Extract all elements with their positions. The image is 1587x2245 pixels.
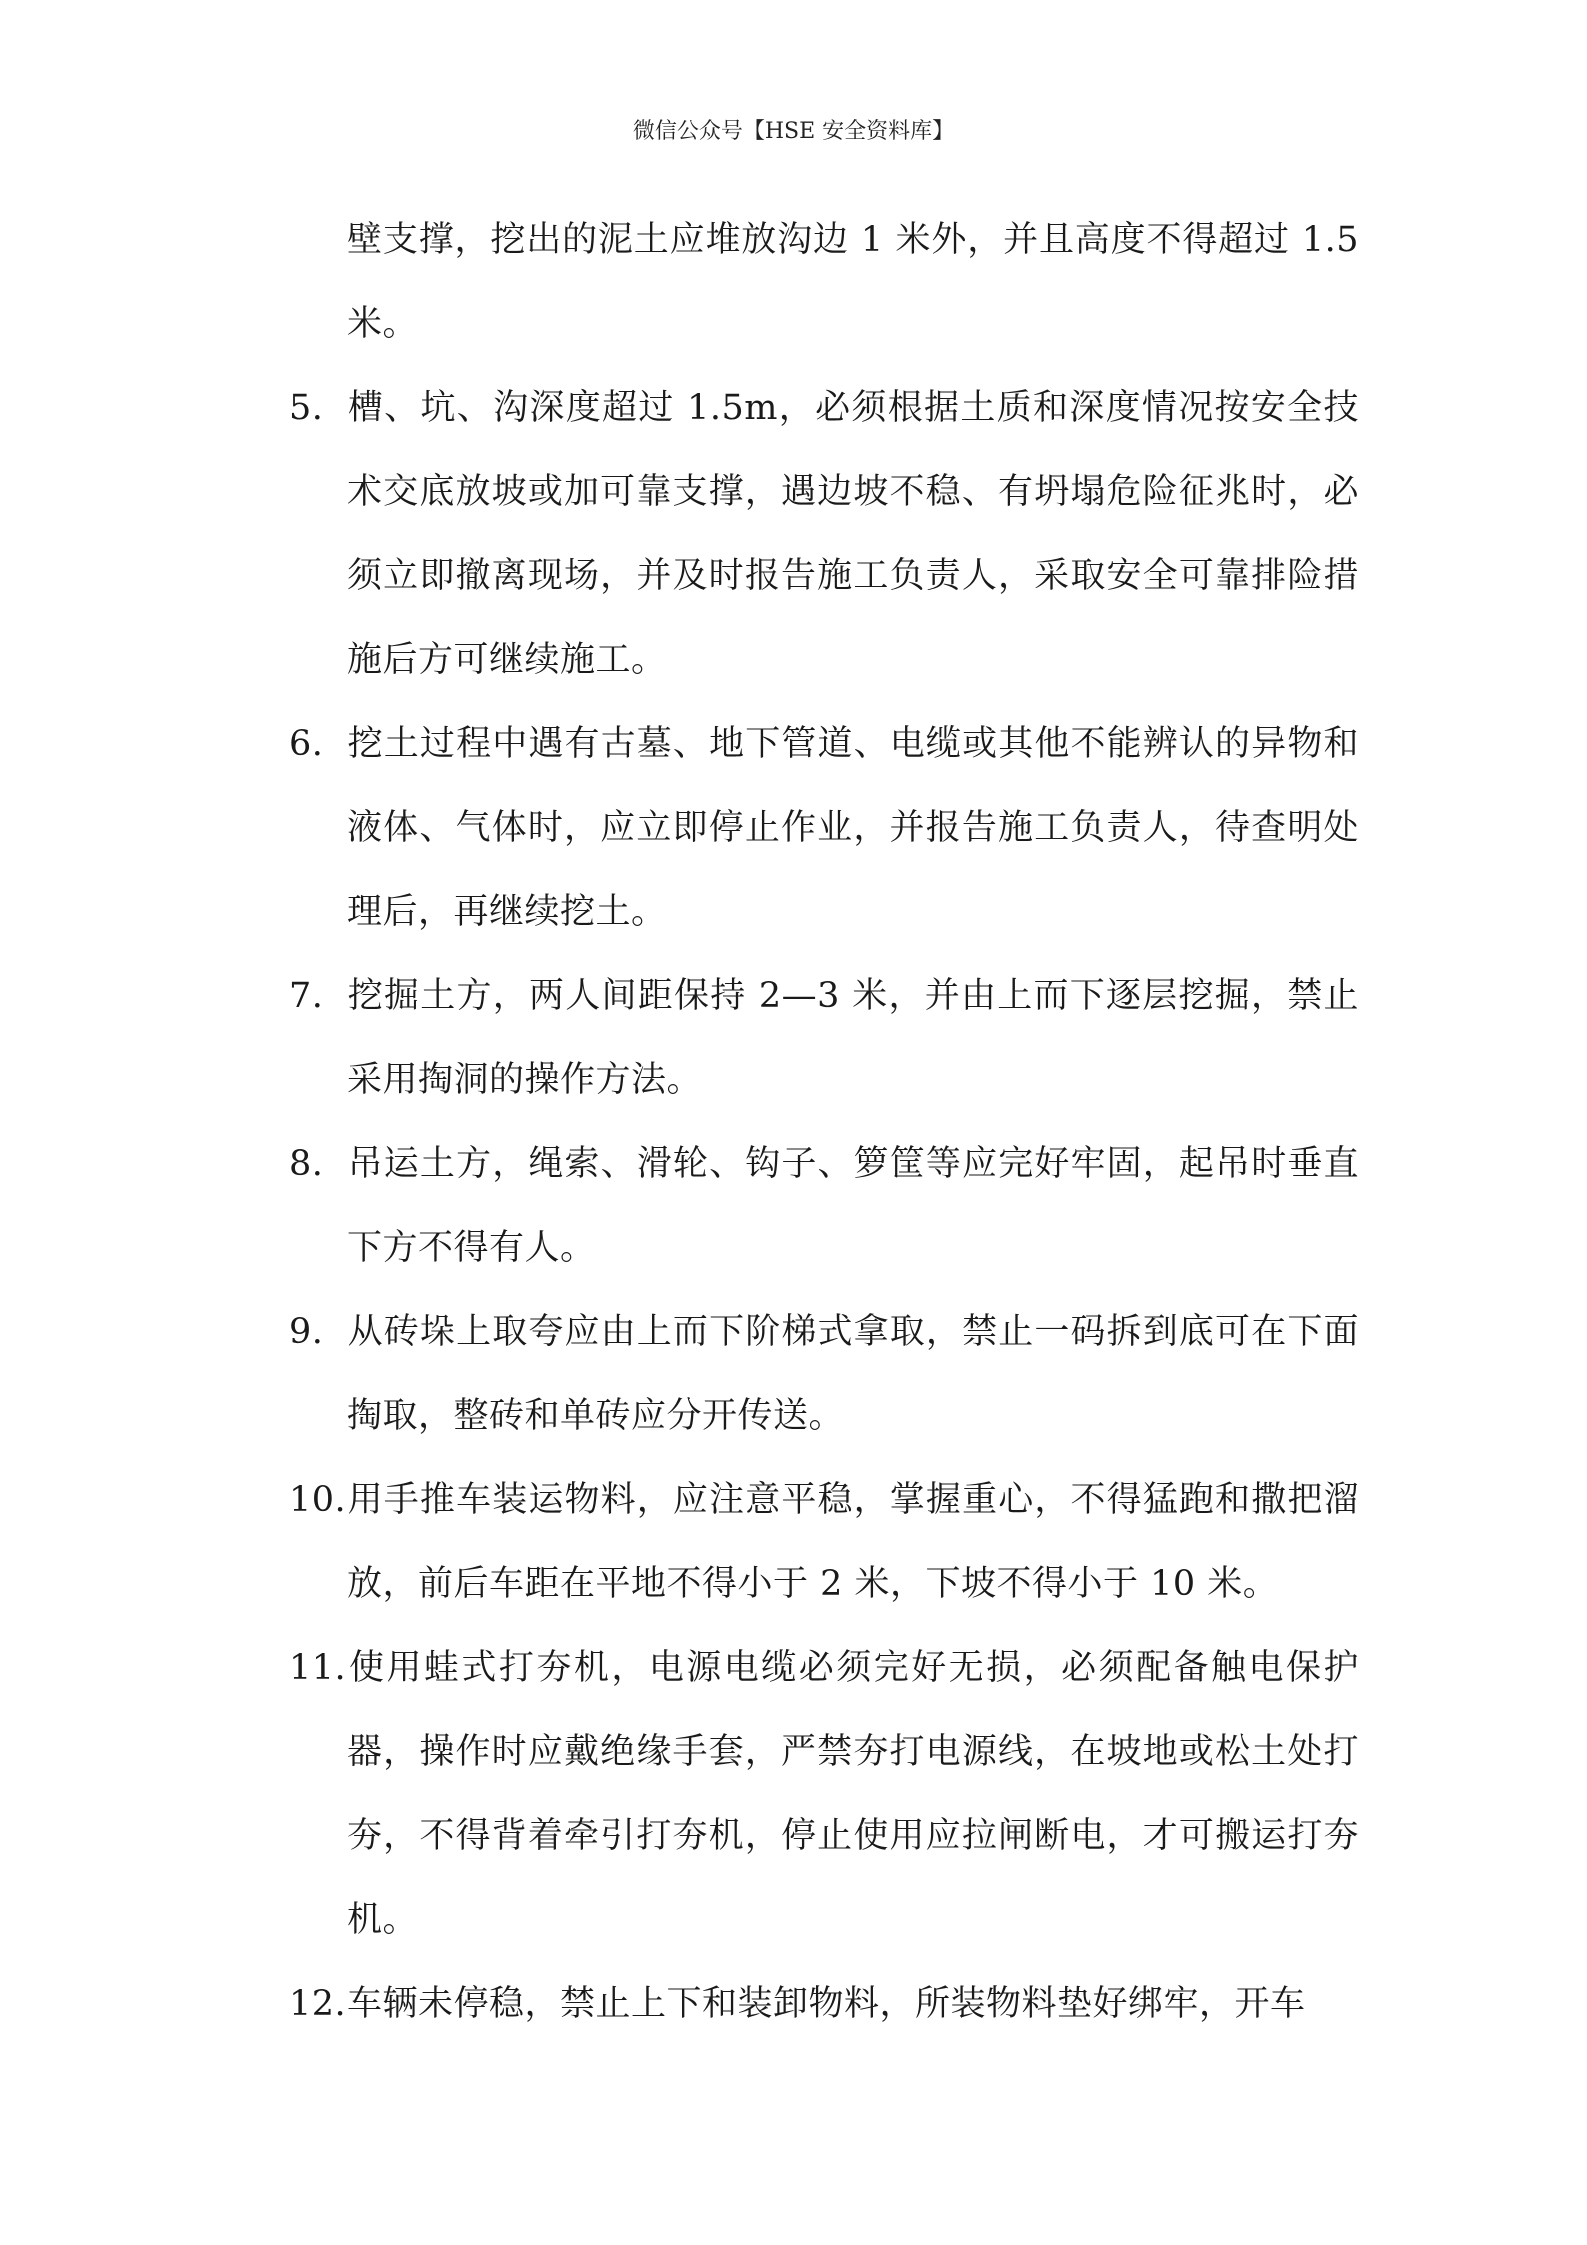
list-item-number: 5. (289, 388, 324, 428)
list-item-number: 11. (289, 1648, 347, 1688)
list-item-number: 8. (289, 1144, 324, 1184)
list-item-10 (289, 1458, 1359, 1626)
document-body (289, 198, 1359, 2046)
list-item-text: 槽、坑、沟深度超过 1.5m，必须根据土质和深度情况按安全技术交底放坡或加可靠支撑，遇边坡不稳、有坍塌危险征兆时，必须立即撤离现场，并及时报告施工负责人，采取安全可靠排险措施后方可继续施工。 (347, 388, 1359, 680)
list-item-text: 车辆未停稳，禁止上下和装卸物料，所装物料垫好绑牢，开车 (347, 1984, 1306, 2024)
list-item-text: 从砖垛上取夸应由上而下阶梯式拿取，禁止一码拆到底可在下面掏取，整砖和单砖应分开传送。 (347, 1312, 1359, 1436)
list-item-5 (289, 366, 1359, 702)
list-item-6 (289, 702, 1359, 954)
list-item-11 (289, 1626, 1359, 1962)
list-item-number: 10. (289, 1480, 347, 1520)
list-item-text: 吊运土方，绳索、滑轮、钩子、箩筐等应完好牢固，起吊时垂直下方不得有人。 (347, 1144, 1359, 1268)
list-item-12 (289, 1962, 1359, 2046)
list-item-number: 7. (289, 976, 324, 1016)
list-item-text: 使用蛙式打夯机，电源电缆必须完好无损，必须配备触电保护器，操作时应戴绝缘手套，严禁夯打电源线，在坡地或松土处打夯，不得背着牵引打夯机，停止使用应拉闸断电，才可搬运打夯机。 (347, 1648, 1359, 1940)
list-item-text: 挖土过程中遇有古墓、地下管道、电缆或其他不能辨认的异物和液体、气体时，应立即停止作业，并报告施工负责人，待查明处理后，再继续挖土。 (347, 724, 1359, 932)
list-item-number: 6. (289, 724, 324, 764)
list-item-9 (289, 1290, 1359, 1458)
list-item-text: 挖掘土方，两人间距保持 2—3 米，并由上而下逐层挖掘，禁止采用掏洞的操作方法。 (347, 976, 1359, 1100)
list-item-7 (289, 954, 1359, 1122)
list-item-8 (289, 1122, 1359, 1290)
list-item-text: 用手推车装运物料，应注意平稳，掌握重心，不得猛跑和撒把溜放，前后车距在平地不得小于 2 米，下坡不得小于 10 米。 (347, 1480, 1359, 1604)
list-item-number: 12. (289, 1984, 347, 2024)
page-header: 微信公众号【HSE 安全资料库】 (632, 119, 955, 144)
list-item-number: 9. (289, 1312, 324, 1352)
continuation-paragraph: 壁支撑，挖出的泥土应堆放沟边 1 米外，并且高度不得超过 1.5 米。 (347, 220, 1359, 344)
